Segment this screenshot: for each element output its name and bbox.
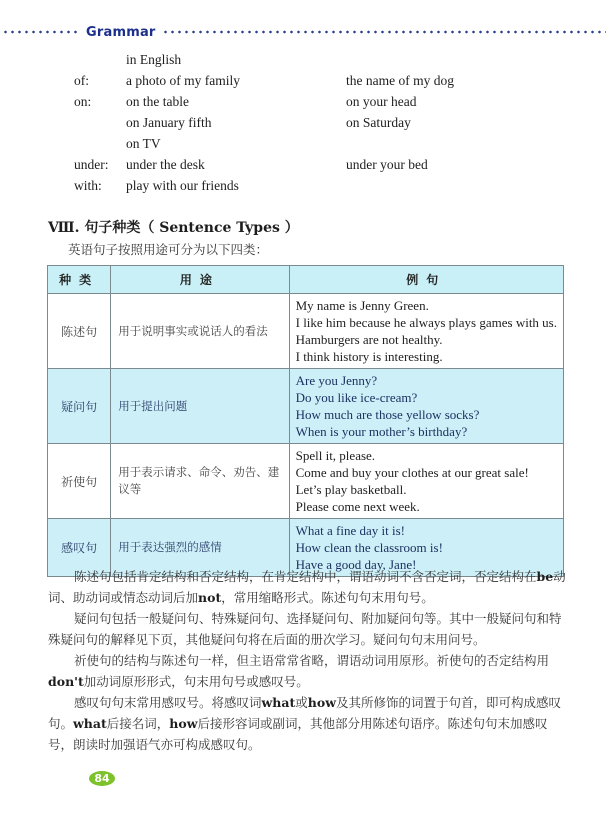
example-sentence: What a fine day it is! — [295, 523, 405, 538]
sentence-type: 疑问句 — [48, 369, 111, 444]
sentence-usage: 用于提出问题 — [111, 369, 289, 444]
sentence-types-table — [47, 265, 564, 577]
header-title: Grammar — [86, 24, 156, 40]
example-sentence: Spell it, please. — [295, 448, 376, 463]
section-intro: 英语句子按照用途可分为以下四类： — [68, 242, 269, 257]
prep-example: on Saturday — [346, 115, 411, 130]
table-row — [48, 369, 564, 444]
sentence-usage: 用于说明事实或说话人的看法 — [111, 294, 289, 369]
prep-example: in English — [126, 52, 182, 67]
example-sentence: When is your mother’s birthday? — [295, 424, 468, 439]
explanation-text — [48, 566, 568, 755]
example-sentence: My name is Jenny Green. — [295, 298, 429, 313]
paragraph-exclamatory: 感叹句句末常用感叹号。将感叹词what或how及其所修饰的词置于句首，即可构成感叹句。what后接名词，how后接形容词或副词，其他部分用陈述句语序。陈述句句末加感叹号，朗读时加强语气亦可构成感叹句。 — [48, 695, 561, 752]
prep-example: a photo of my family — [126, 73, 240, 88]
prep-label: on: — [74, 94, 92, 109]
prep-label: under: — [74, 157, 109, 172]
prep-example: on TV — [126, 136, 161, 151]
sentence-usage: 用于表达强烈的感情 — [111, 519, 289, 577]
prep-label: of: — [74, 73, 89, 88]
example-sentence: I think history is interesting. — [295, 349, 443, 364]
example-sentence: I like him because he always plays games with us. — [295, 315, 557, 330]
example-sentence: How much are those yellow socks? — [295, 407, 480, 422]
example-sentence: Hamburgers are not healthy. — [295, 332, 443, 347]
example-sentence: Are you Jenny? — [295, 373, 378, 388]
column-header-type: 种类 — [48, 266, 111, 294]
prep-example: play with our friends — [126, 178, 239, 193]
sentence-type: 祈使句 — [48, 444, 111, 519]
prep-example: on the table — [126, 94, 189, 109]
example-sentence: Come and buy your clothes at our great sale! — [295, 465, 529, 480]
sentence-usage: 用于表示请求、命令、劝告、建议等 — [111, 444, 289, 519]
example-sentence: How clean the classroom is! — [295, 540, 443, 555]
prep-example: under your bed — [346, 157, 428, 172]
prep-example: the name of my dog — [346, 73, 454, 88]
column-header-usage: 用途 — [111, 266, 289, 294]
prep-example: on January fifth — [126, 115, 212, 130]
sentence-examples — [289, 444, 563, 519]
sentence-type: 陈述句 — [48, 294, 111, 369]
sentence-type: 感叹句 — [48, 519, 111, 577]
dotted-rule-left — [2, 30, 80, 34]
example-sentence: Do you like ice-cream? — [295, 390, 418, 405]
table-header-row — [48, 266, 564, 294]
example-sentence: Let’s play basketball. — [295, 482, 407, 497]
example-sentence: Please come next week. — [295, 499, 420, 514]
column-header-examples: 例句 — [289, 266, 563, 294]
table-row — [48, 294, 564, 369]
section-heading: Ⅷ. 句子种类（ Sentence Types ） — [48, 220, 299, 236]
page-header — [0, 22, 614, 42]
sentence-examples — [289, 294, 563, 369]
sentence-examples — [289, 369, 563, 444]
prep-example: under the desk — [126, 157, 205, 172]
paragraph-imperative: 祈使句的结构与陈述句一样，但主语常常省略，谓语动词用原形。祈使句的否定结构用don't加动词原形形式，句末用句号或感叹号。 — [48, 653, 550, 689]
page-number-badge: 84 — [89, 771, 115, 786]
prep-example: on your head — [346, 94, 417, 109]
table-row — [48, 444, 564, 519]
example-sentence: Have a good day, Jane! — [295, 557, 417, 572]
paragraph-declarative: 陈述句包括肯定结构和否定结构，在肯定结构中，谓语动词不含否定词，否定结构在be动词、助动词或情态动词后加not，常用缩略形式。陈述句句末用句号。 — [48, 569, 566, 605]
paragraph-interrogative: 疑问句包括一般疑问句、特殊疑问句、选择疑问句、附加疑问句等。其中一般疑问句和特殊疑问句的解释见下页，其他疑问句将在后面的册次学习。疑问句句末用问号。 — [48, 611, 562, 647]
dotted-rule-right — [162, 30, 606, 34]
prep-label: with: — [74, 178, 102, 193]
